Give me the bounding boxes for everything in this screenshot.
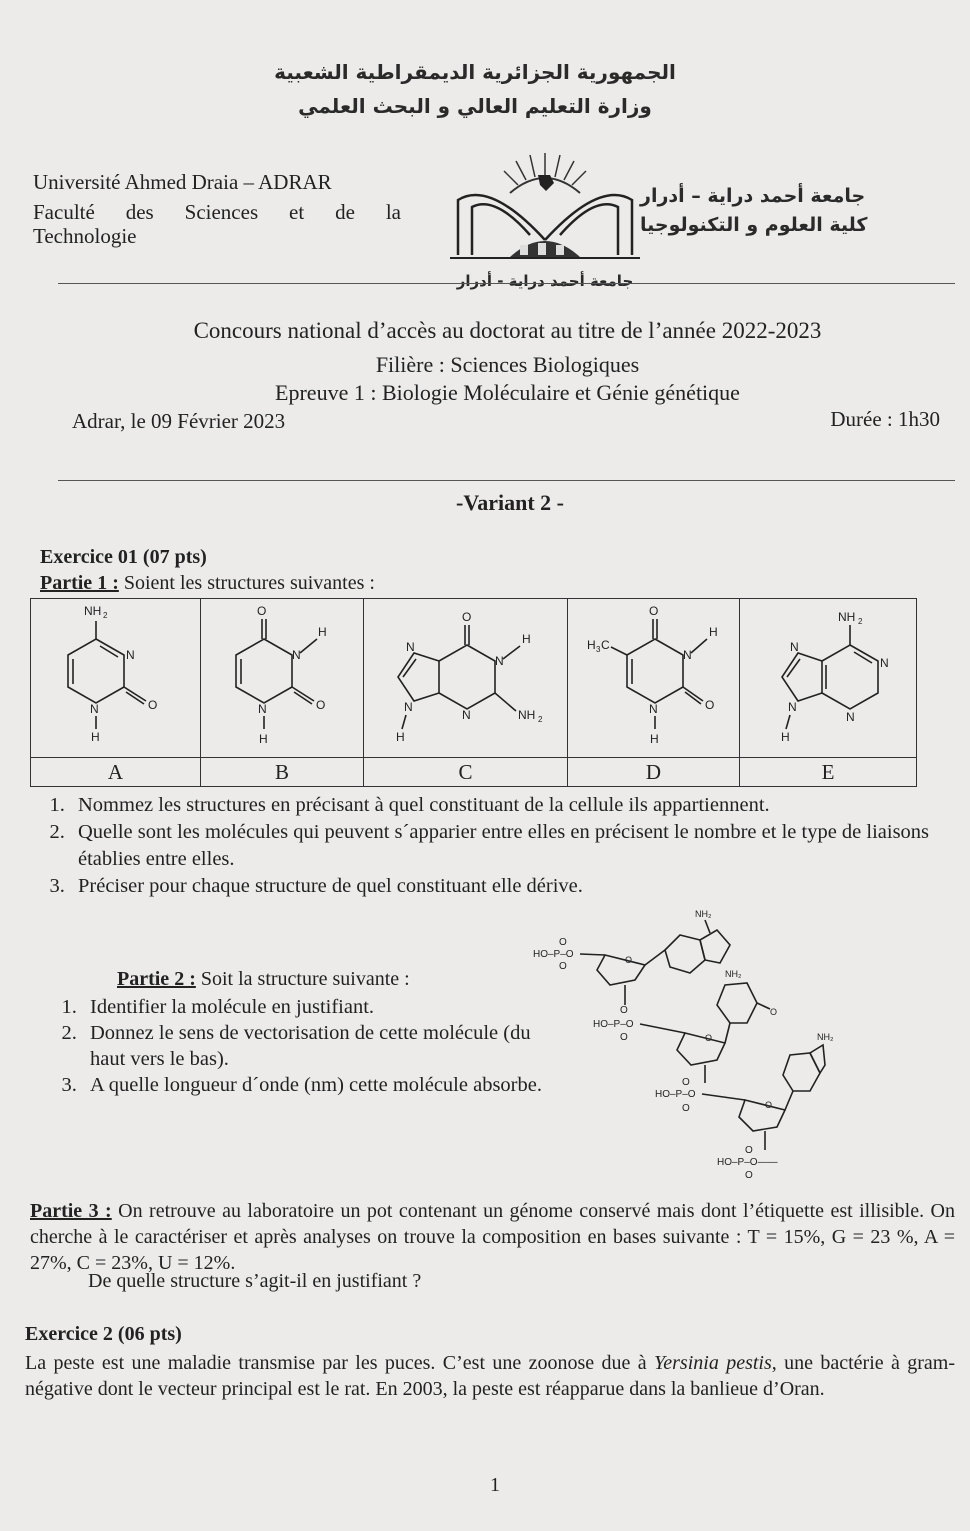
svg-text:O: O — [765, 1100, 773, 1110]
part-1-heading — [40, 572, 375, 595]
svg-text:N: N — [846, 709, 855, 724]
header-university-fr: Université Ahmed Draia – ADRAR — [33, 170, 332, 194]
svg-text:2: 2 — [102, 610, 107, 620]
exercise-2-species: Yersinia pestis — [653, 1352, 772, 1374]
structure-d-label: D — [568, 758, 740, 787]
part-2-question-3: 3. A quelle longueur d´onde (nm) cette molécule absorbe. — [82, 1072, 542, 1098]
svg-text:NH: NH — [838, 609, 856, 624]
svg-text:O: O — [682, 1077, 690, 1088]
svg-text:NH: NH — [517, 707, 535, 722]
page-number: 1 — [490, 1474, 500, 1496]
structure-d-cell — [568, 599, 740, 758]
exercise-2-text-after: , une bactérie à gram-négative dont le vecteur principal est le rat. En 2003, la peste est réapparue dans la banlieue d’Oran. — [25, 1352, 955, 1400]
exam-title: Concours national d’accès au doctorat au titre de l’année 2022-2023 — [193, 318, 822, 343]
svg-text:H: H — [649, 731, 659, 746]
university-logo — [450, 145, 640, 275]
svg-text:H: H — [259, 731, 268, 746]
svg-text:O: O — [620, 1032, 628, 1043]
exam-filiere: Filière : Sciences Biologiques — [375, 352, 640, 377]
part-3-paragraph — [30, 1198, 955, 1276]
title-divider — [58, 480, 955, 481]
part-3-question: De quelle structure s’agit-il en justifiant ? — [88, 1270, 422, 1292]
svg-text:NH₂: NH₂ — [817, 1032, 834, 1042]
svg-text:O: O — [147, 697, 157, 712]
svg-text:2: 2 — [537, 714, 542, 724]
part-2-label: Partie 2 : — [117, 968, 196, 990]
part-3-text: On retrouve au laboratoire un pot contenant un génome conservé mais dont l’étiquette est illisible. On cherche à le caractériser et après analyses on trouve la composition en bases suivante : T = 15%, G = 23 %, A = 27%, C = 23%, U = 12%. — [30, 1200, 955, 1274]
svg-text:N: N — [89, 701, 99, 716]
structure-a-cytosine — [46, 601, 186, 751]
svg-text:N: N — [790, 639, 799, 654]
exercise-2-paragraph — [25, 1350, 955, 1402]
part-2-question-2: 2. Donnez le sens de vectorisation de cette molécule (du haut vers le bas). — [82, 1020, 542, 1072]
svg-text:O: O — [705, 1033, 713, 1043]
structure-c-cell — [364, 599, 568, 758]
header-faculty-fr-2: Technologie — [33, 224, 137, 248]
svg-text:N: N — [682, 647, 692, 662]
exam-epreuve: Epreuve 1 : Biologie Moléculaire et Génie génétique — [275, 380, 740, 405]
svg-text:H: H — [586, 637, 596, 652]
svg-text:H: H — [521, 631, 531, 646]
exercise-1-title: Exercice 01 (07 pts) — [40, 546, 207, 568]
structure-e-adenine — [748, 601, 908, 751]
svg-text:NH: NH — [83, 603, 101, 618]
svg-text:N: N — [403, 699, 413, 714]
structure-a-cell — [31, 599, 201, 758]
header-arabic-republic: الجمهورية الجزائرية الديمقراطية الشعبية — [274, 60, 676, 84]
variant-label: -Variant 2 - — [456, 490, 564, 515]
part-1-question-1: 1. Nommez les structures en précisant à quel constituant de la cellule ils appartiennent. — [70, 792, 970, 819]
svg-text:H: H — [781, 729, 790, 744]
structure-a-label: A — [31, 758, 201, 787]
exam-place-date: Adrar, le 09 Février 2023 — [72, 409, 286, 433]
structure-b-label: B — [201, 758, 364, 787]
part-2-heading — [117, 968, 410, 991]
svg-text:O: O — [625, 955, 633, 965]
svg-text:3: 3 — [595, 644, 600, 654]
svg-text:O: O — [682, 1103, 690, 1114]
svg-text:N: N — [405, 639, 415, 654]
svg-text:N: N — [880, 655, 889, 670]
part-1-label: Partie 1 : — [40, 572, 119, 594]
part-2-questions — [42, 994, 542, 1098]
svg-text:O: O — [745, 1170, 753, 1181]
svg-text:HO–P–O——: HO–P–O—— — [717, 1157, 778, 1168]
svg-text:O: O — [559, 937, 567, 948]
exercise-2-title: Exercice 2 (06 pts) — [25, 1323, 182, 1345]
header-faculty-fr-1: Faculté des Sciences et de la — [33, 200, 401, 224]
svg-text:N: N — [788, 699, 797, 714]
svg-text:O: O — [770, 1007, 778, 1017]
svg-text:HO–P–O: HO–P–O — [593, 1019, 634, 1030]
svg-text:O: O — [461, 609, 471, 624]
svg-text:NH₂: NH₂ — [725, 969, 742, 979]
svg-text:2: 2 — [858, 616, 863, 626]
part-1-questions — [30, 792, 970, 900]
svg-text:H: H — [90, 729, 100, 744]
part-1-text: Soient les structures suivantes : — [118, 572, 375, 594]
header-university-ar: جامعة أحمد دراية – أدرار — [640, 185, 866, 207]
svg-text:H: H — [318, 624, 327, 639]
svg-text:H: H — [395, 729, 405, 744]
svg-text:N: N — [648, 701, 658, 716]
svg-text:H: H — [708, 624, 718, 639]
svg-text:N: N — [258, 701, 267, 716]
svg-text:N: N — [125, 647, 135, 662]
structure-e-label: E — [740, 758, 917, 787]
svg-text:HO–P–O: HO–P–O — [533, 949, 574, 960]
part-3-label: Partie 3 : — [30, 1200, 112, 1222]
header-arabic-ministry: وزارة التعليم العالي و البحث العلمي — [298, 94, 652, 118]
structure-b-uracil — [212, 601, 352, 751]
trinucleotide-structure — [525, 905, 834, 1181]
exam-duration: Durée : 1h30 — [830, 407, 940, 431]
part-2-text: Soit la structure suivante : — [195, 968, 410, 990]
svg-text:O: O — [316, 697, 326, 712]
svg-text:HO–P–O: HO–P–O — [655, 1089, 696, 1100]
structure-e-cell — [740, 599, 917, 758]
svg-text:N: N — [461, 707, 471, 722]
part-1-question-3: 3. Préciser pour chaque structure de quel constituant elle dérive. — [70, 873, 970, 900]
structure-c-guanine — [376, 601, 556, 751]
svg-text:N: N — [292, 647, 301, 662]
svg-text:O: O — [648, 603, 658, 618]
svg-text:O: O — [704, 697, 714, 712]
svg-text:O: O — [559, 961, 567, 972]
svg-text:C: C — [600, 637, 610, 652]
structure-c-label: C — [364, 758, 568, 787]
svg-text:O: O — [745, 1145, 753, 1156]
part-2-question-1: 1. Identifier la molécule en justifiant. — [82, 994, 542, 1020]
structure-d-thymine — [579, 601, 729, 751]
logo-caption: جامعة أحمد دراية - أدرار — [456, 272, 634, 290]
header-divider — [58, 283, 955, 284]
svg-text:O: O — [257, 603, 267, 618]
svg-text:NH₂: NH₂ — [695, 909, 712, 919]
structure-b-cell — [201, 599, 364, 758]
part-1-question-2: 2. Quelle sont les molécules qui peuvent s´apparier entre elles en précisent le nombre et le type de liaisons établies entre elles. — [70, 819, 970, 873]
exercise-2-text-before: La peste est une maladie transmise par les puces. C’est une zoonose due à — [25, 1352, 654, 1374]
svg-text:N: N — [494, 653, 504, 668]
svg-text:O: O — [620, 1005, 628, 1016]
structures-table — [30, 598, 917, 787]
header-faculty-ar: كلية العلوم و التكنولوجيا — [640, 214, 868, 236]
